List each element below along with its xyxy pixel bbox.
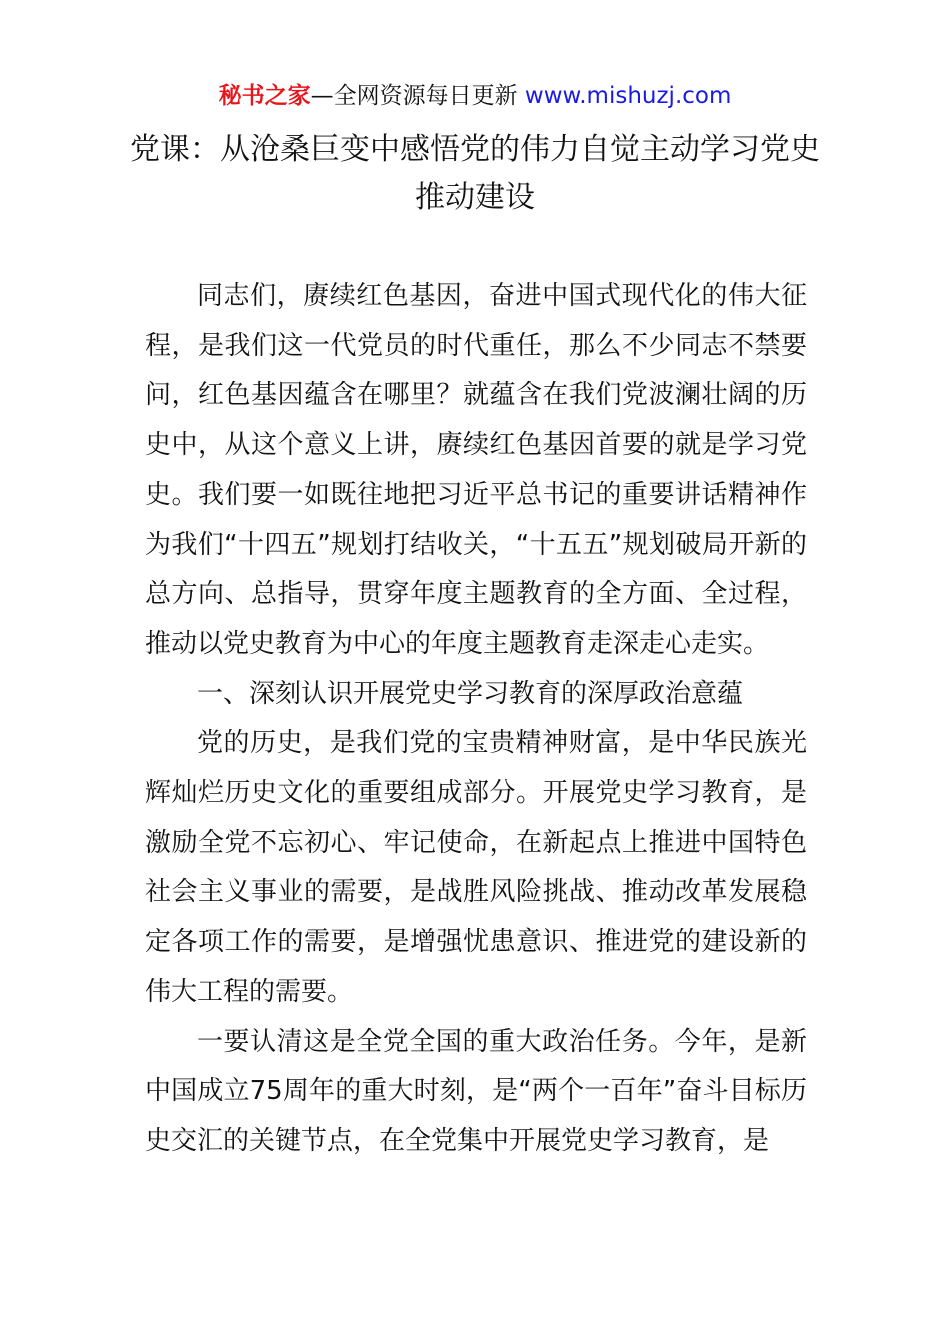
- site-tagline: —全网资源每日更新: [310, 83, 518, 109]
- paragraph-party-history: 党的历史，是我们党的宝贵精神财富，是中华民族光辉灿烂历史文化的重要组成部分。开展党史学习教育，是激励全党不忘初心、牢记使命，在新起点上推进中国特色社会主义事业的需要，是战胜风险挑战、推动改革发展稳定各项工作的需要，是增强忧患意识、推进党的建设新的伟大工程的需要。: [145, 728, 807, 1007]
- site-brand: 秘书之家: [218, 83, 311, 109]
- paragraph-political-task: 一要认清这是全党全国的重大政治任务。今年，是新中国成立75周年的重大时刻，是“两个一百年”奋斗目标历史交汇的关键节点，在全党集中开展党史学习教育，是: [145, 1026, 807, 1156]
- site-header: [0, 80, 950, 112]
- document-body: [145, 272, 807, 1167]
- site-url-link[interactable]: www.mishuzj.com: [524, 83, 732, 109]
- paragraph-intro: 同志们，赓续红色基因，奋进中国式现代化的伟大征程，是我们这一代党员的时代重任，那么不少同志不禁要问，红色基因蕴含在哪里？就蕴含在我们党波澜壮阔的历史中，从这个意义上讲，赓续红色基因首要的就是学习党史。我们要一如既往地把习近平总书记的重要讲话精神作为我们“十四五”规划打结收关，“十五五”规划破局开新的总方向、总指导，贯穿年度主题教育的全方面、全过程，推动以党史教育为中心的年度主题教育走深走心走实。: [145, 281, 807, 659]
- document-title: 党课：从沧桑巨变中感悟党的伟力自觉主动学习党史推动建设: [130, 132, 820, 215]
- section-heading: 一、深刻认识开展党史学习教育的深厚政治意蕴: [197, 678, 744, 709]
